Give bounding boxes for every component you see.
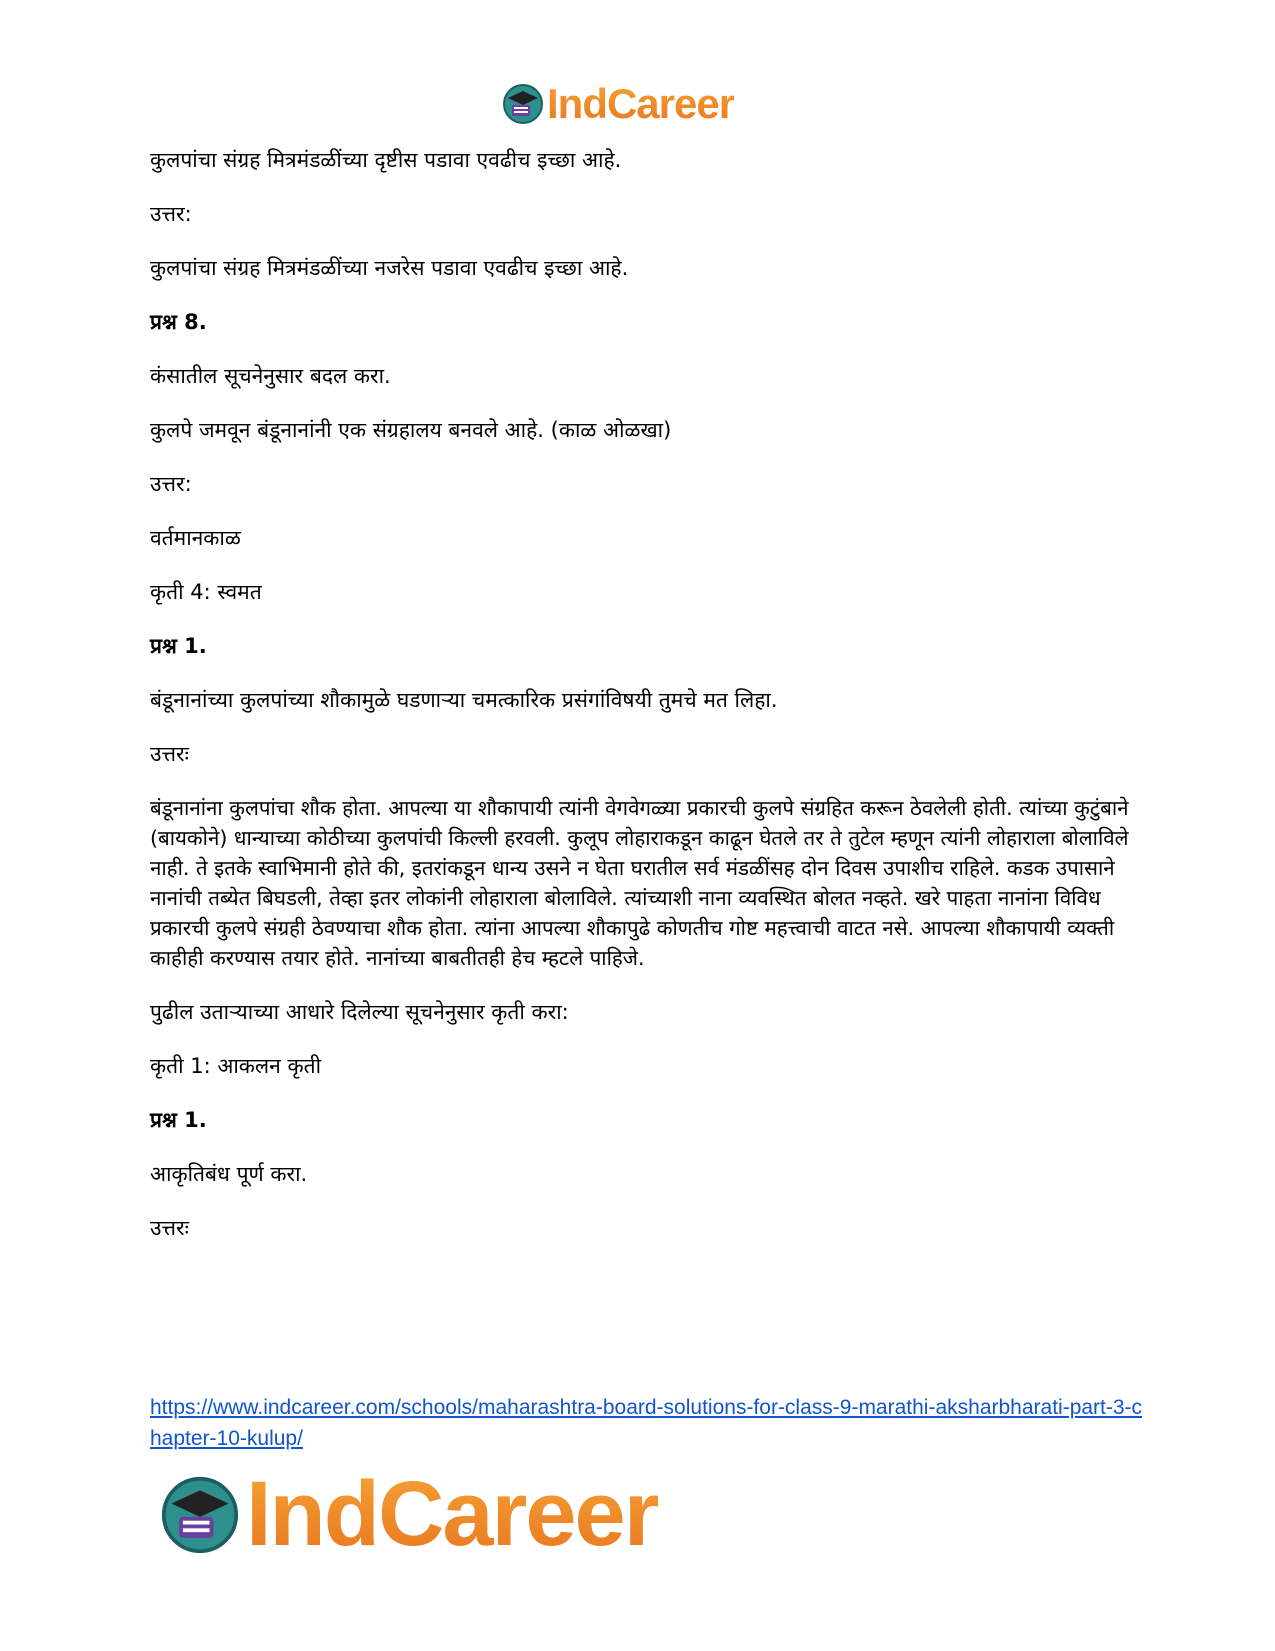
text-line: कुलपे जमवून बंडूनानांनी एक संग्रहालय बनवले आहे. (काळ ओळखा) — [150, 418, 672, 442]
answer-label: उत्तरः — [150, 1216, 189, 1240]
question-heading: प्रश्न 1. — [150, 634, 207, 658]
question-heading: प्रश्न 8. — [150, 310, 207, 334]
text-line: वर्तमानकाळ — [150, 526, 241, 550]
logo-wordmark: IndCareer — [246, 1463, 658, 1565]
question-heading: प्रश्न 1. — [150, 1108, 207, 1132]
activity-heading: कृती 1: आकलन कृती — [150, 1054, 322, 1078]
answer-label: उत्तरः — [150, 742, 189, 766]
activity-heading: कृती 4: स्वमत — [150, 580, 262, 604]
graduation-globe-icon — [502, 83, 544, 125]
source-url-link[interactable]: https://www.indcareer.com/schools/maharashtra-board-solutions-for-class-9-marathi-aksharbharati-part-3-chapter-10-kulup/ — [150, 1396, 1143, 1450]
answer-label: उत्तर: — [150, 202, 192, 226]
instruction-line: पुढील उताऱ्याच्या आधारे दिलेल्या सूचनेनुसार कृती करा: — [150, 1000, 569, 1024]
text-line: कुलपांचा संग्रह मित्रमंडळींच्या नजरेस पडावा एवढीच इच्छा आहे. — [150, 256, 629, 280]
answer-paragraph: बंडूनानांना कुलपांचा शौक होता. आपल्या या शौकापायी त्यांनी वेगवेगळ्या प्रकारची कुलपे संग्रहित करून ठेवलेली होती. त्यांच्या कुटुंबाने (बायकोने) धान्याच्या कोठीच्या कुलपांची किल्ली हरवली. कुलूप लोहाराकडून काढून घेतले तर ते तुटेल म्हणून त्यांनी लोहाराला बोलाविले नाही. ते इतके स्वाभिमानी होते की, इतरांकडून धान्य उसने न घेता घरातील सर्व मंडळींसह दोन दिवस उपाशीच राहिले. कडक उपासाने नानांची तब्येत बिघडली, तेव्हा इतर लोकांनी लोहाराला बोलाविले. त्यांच्याशी नाना व्यवस्थित बोलत नव्हते. खरे पाहता नानांना विविध प्रकारची कुलपे संग्रही ठेवण्याचा शौक होता. त्यांना आपल्या शौकापुढे कोणतीच गोष्ट महत्त्वाची वाटत नसे. आपल्या शौकापायी व्यक्ती काहीही करण्यास तयार होते. नानांच्या बाबतीतही हेच म्हटले पाहिजे. — [150, 796, 1129, 970]
indcareer-logo-footer — [160, 1462, 658, 1567]
text-line: कुलपांचा संग्रह मित्रमंडळींच्या दृष्टीस पडावा एवढीच इच्छा आहे. — [150, 148, 622, 172]
indcareer-logo-header — [502, 80, 734, 128]
logo-wordmark: IndCareer — [547, 80, 735, 127]
document-body — [150, 145, 1140, 1267]
answer-label: उत्तर: — [150, 472, 192, 496]
graduation-globe-icon — [160, 1475, 240, 1555]
text-line: आकृतिबंध पूर्ण करा. — [150, 1162, 308, 1186]
text-line: कंसातील सूचनेनुसार बदल करा. — [150, 364, 391, 388]
text-line: बंडूनानांच्या कुलपांच्या शौकामुळे घडणाऱ्या चमत्कारिक प्रसंगांविषयी तुमचे मत लिहा. — [150, 688, 778, 712]
